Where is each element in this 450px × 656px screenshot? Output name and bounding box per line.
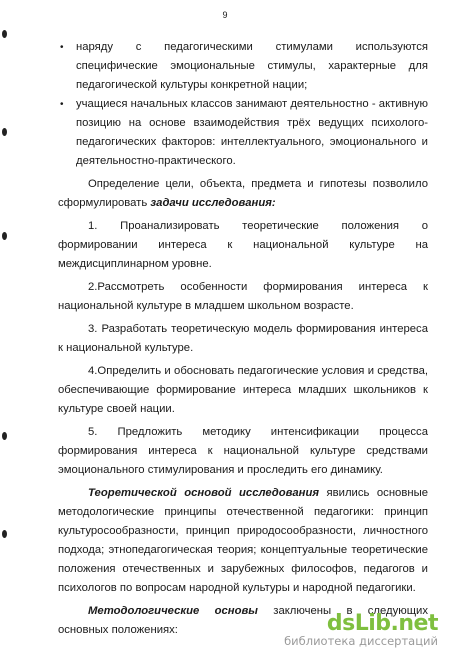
binding-hole xyxy=(2,530,7,538)
theory-text: явились основные методологические принципы отечественной педагогики: принцип культуросообразности, принцип природосообразности, личностного подхода; этнопедагогическая теория; концептуальные теоретические положения отечественных и зарубежных философов, педагогов и психологов по вопросам народной культуры и народной педагогики. xyxy=(58,487,428,594)
bullet-text: учащиеся начальных классов занимают деятельностно - активную позицию на основе взаимодействия трёх ведущих психолого-педагогических факторов: интеллектуального, эмоционального и деятельностно-практического. xyxy=(76,98,428,167)
watermark xyxy=(284,611,438,648)
watermark-logo: dsLib.net xyxy=(326,611,438,636)
theory-emphasis: Теоретической основой исследования xyxy=(88,487,319,499)
bullet-item xyxy=(58,95,428,171)
goals-intro-text: Определение цели, объекта, предмета и гипотезы позволило сформулировать xyxy=(58,178,428,209)
goals-intro-paragraph xyxy=(58,175,428,213)
bullet-icon: • xyxy=(60,99,64,110)
page-body xyxy=(58,38,428,640)
theory-paragraph xyxy=(58,484,428,598)
bullet-text: наряду с педагогическими стимулами используются специфические эмоциональные стимулы, характерные для педагогической культуры конкретной нации; xyxy=(76,41,428,91)
task-item: 5. Предложить методику интенсификации процесса формирования интереса к национальной культуре средствами эмоционального стимулирования и проследить его динамику. xyxy=(58,426,428,476)
method-text: заключены в следующих основных положениях: xyxy=(58,605,428,636)
binding-hole xyxy=(2,128,7,136)
goals-intro-emphasis: задачи исследования: xyxy=(150,197,276,209)
bullet-icon: • xyxy=(60,42,64,53)
page-number: 9 xyxy=(222,10,228,20)
task-item: 1. Проанализировать теоретические положения о формировании интереса к национальной культуре на междисциплинарном уровне. xyxy=(58,220,428,270)
task-item: 2.Рассмотреть особенности формирования интереса к национальной культуре в младшем школьном возрасте. xyxy=(58,281,428,312)
method-emphasis: Методологические основы xyxy=(88,605,258,617)
task-item: 3. Разработать теоретическую модель формирования интереса к национальной культуре. xyxy=(58,323,428,354)
binding-hole xyxy=(2,232,7,240)
watermark-subtitle: библиотека диссертаций xyxy=(284,634,438,648)
binding-hole xyxy=(2,30,7,38)
task-item: 4.Определить и обосновать педагогические условия и средства, обеспечивающие формирование интереса младших школьников к культуре своей нации. xyxy=(58,365,428,415)
binding-hole xyxy=(2,432,7,440)
bullet-item xyxy=(58,38,428,95)
